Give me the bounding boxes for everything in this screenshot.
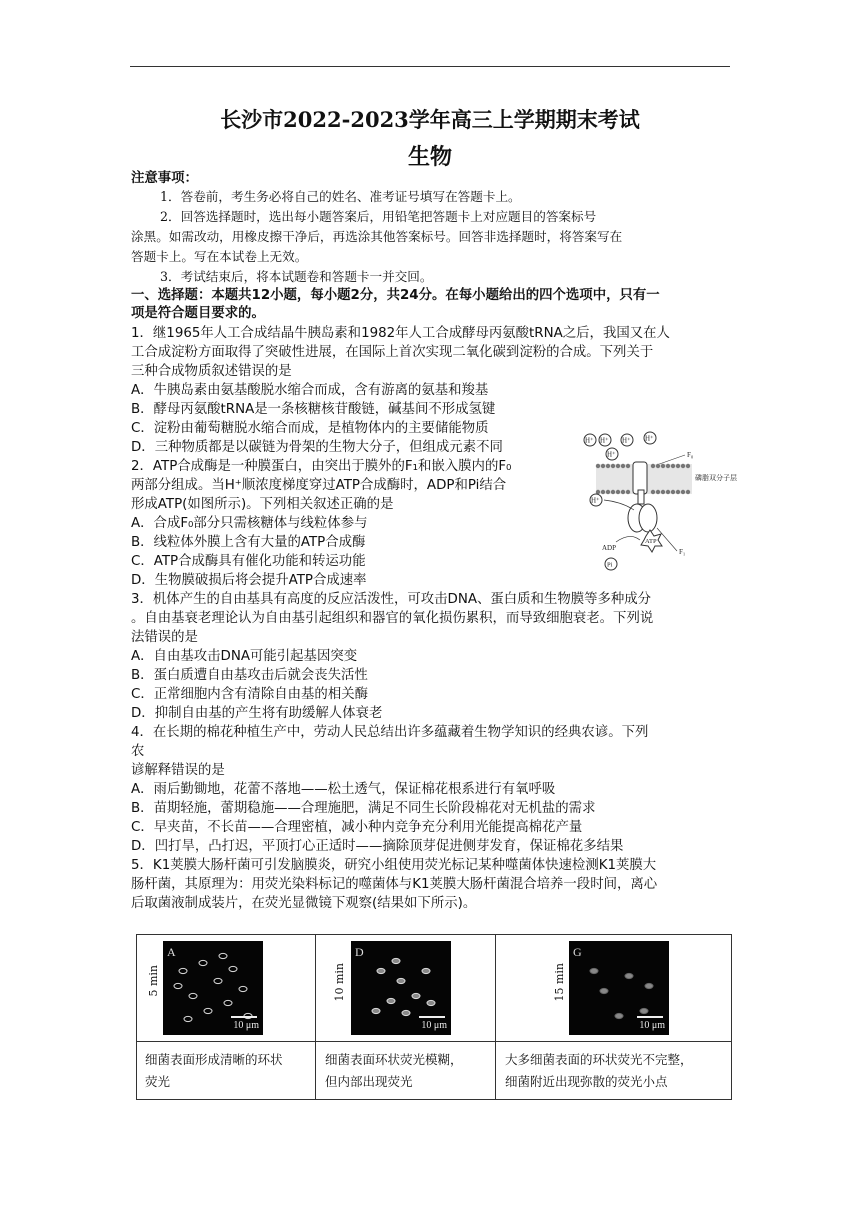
bacterium-mark — [427, 1000, 435, 1005]
bacterium-mark — [412, 993, 420, 998]
bacterium-mark — [174, 983, 182, 988]
question-line: C．淀粉由葡萄糖脱水缩合而成，是植物体内的主要储能物质 — [131, 421, 489, 436]
question-line: 5．K1荚膜大肠杆菌可引发脑膜炎，研究小组使用荧光标记某种噬菌体快速检测K1荚膜大 — [131, 858, 657, 873]
pi-label: Pi — [607, 561, 613, 569]
question-line: 1．继1965年人工合成结晶牛胰岛素和1982年人工合成酵母丙氨酸tRNA之后，我国又在人 — [131, 326, 670, 341]
section-heading: 一、选择题：本题共12小题，每小题2分，共24分。在每小题给出的四个选项中，只有一 — [131, 288, 660, 303]
question-line: C．ATP合成酶具有催化功能和转运功能 — [131, 554, 366, 569]
time-label: 5 min — [147, 965, 160, 997]
question-line: A．自由基攻击DNA可能引起基因突变 — [131, 649, 358, 664]
svg-text:H⁺: H⁺ — [622, 436, 631, 445]
section-heading: 项是符合题目要求的。 — [131, 306, 265, 321]
f0-label: F₀ — [687, 451, 694, 459]
bacterium-mark — [625, 973, 633, 978]
question-line: 。自由基衰老理论认为自由基引起组织和器官的氧化损伤累积，而导致细胞衰老。下列说 — [131, 611, 654, 626]
question-line: A．牛胰岛素由氨基酸脱水缩合而成，含有游离的氨基和羧基 — [131, 383, 489, 398]
bacterium-mark — [422, 968, 430, 973]
question-line: B．蛋白质遭自由基攻击后就会丧失活性 — [131, 668, 368, 683]
bacterium-mark — [402, 1010, 410, 1015]
svg-text:H⁺: H⁺ — [591, 496, 600, 505]
bacterium-mark — [204, 1008, 212, 1013]
atp-synthase-figure — [582, 432, 737, 578]
question-line: B．苗期轻施，蕾期稳施——合理施肥，满足不同生长阶段棉花对无机盐的需求 — [131, 801, 596, 816]
membrane-label: 磷脂双分子层 — [695, 474, 737, 482]
svg-text:H⁺: H⁺ — [645, 434, 654, 443]
bacterium-mark — [199, 960, 207, 965]
bacterium-mark — [377, 968, 385, 973]
notes-heading: 注意事项： — [131, 171, 198, 186]
question-line: D．凹打旱，凸打迟，平顶打心正适时——摘除顶芽促进侧芽发育，保证棉花多结果 — [131, 839, 624, 854]
question-line: B．酵母丙氨酸tRNA是一条核糖核苷酸链，碱基间不形成氢键 — [131, 402, 496, 417]
top-rule — [130, 66, 730, 67]
bacterium-mark — [219, 953, 227, 958]
question-line: C．正常细胞内含有清除自由基的相关酶 — [131, 687, 368, 702]
bacterium-mark — [387, 998, 395, 1003]
bacterium-mark — [397, 978, 405, 983]
bacterium-mark — [214, 978, 222, 983]
question-line: 法错误的是 — [131, 630, 198, 645]
atp-label: ATP — [645, 538, 657, 545]
svg-text:H⁺: H⁺ — [607, 450, 616, 459]
question-line: B．线粒体外膜上含有大量的ATP合成酶 — [131, 535, 366, 550]
question-line: 3．机体产生的自由基具有高度的反应活泼性，可攻击DNA、蛋白质和生物膜等多种成分 — [131, 592, 652, 607]
question-line: 4．在长期的棉花种植生产中，劳动人民总结出许多蕴藏着生物学知识的经典农谚。下列 — [131, 725, 649, 740]
question-line: 谚解释错误的是 — [131, 763, 225, 778]
question-line: 三种合成物质叙述错误的是 — [131, 364, 292, 379]
question-line: C．早夹苗，不长苗——合理密植，减小种内竞争充分利用光能提高棉花产量 — [131, 820, 583, 835]
bacterium-mark — [179, 968, 187, 973]
caption: 细菌表面环状荧光模糊， 但内部出现荧光 — [325, 1052, 463, 1089]
bacterium-mark — [239, 986, 247, 991]
caption: 大多细菌表面的环状荧光不完整， 细菌附近出现弥散的荧光小点 — [505, 1052, 693, 1089]
note-line: 答题卡上。写在本试卷上无效。 — [131, 249, 308, 264]
note-line: 涂黑。如需改动，用橡皮擦干净后，再选涂其他答案标号。回答非选择题时，将答案写在 — [131, 229, 623, 244]
question-line: A．合成F₀部分只需核糖体与线粒体参与 — [131, 516, 368, 531]
caption: 细菌表面形成清晰的环状 荧光 — [145, 1052, 283, 1089]
bacterium-mark — [372, 1008, 380, 1013]
note-line: 1．答卷前，考生务必将自己的姓名、准考证号填写在答题卡上。 — [160, 189, 521, 204]
f1-label: F₁ — [679, 548, 686, 556]
time-label: 15 min — [553, 963, 566, 1002]
bacterium-mark — [229, 966, 237, 971]
question-line: A．雨后勤锄地，花蕾不落地——松土透气，保证棉花根系进行有氧呼吸 — [131, 782, 556, 797]
subject-title: 生物 — [407, 145, 452, 170]
question-line: 后取菌液制成装片，在荧光显微镜下观察(结果如下所示)。 — [131, 896, 477, 911]
micrograph-table — [136, 934, 732, 1100]
adp-label: ADP — [602, 544, 617, 552]
micrograph-5min: A 10 μm — [163, 941, 263, 1035]
question-line: 形成ATP(如图所示)。下列相关叙述正确的是 — [131, 497, 394, 512]
table-divider — [137, 1041, 731, 1042]
bacterium-mark — [615, 1013, 623, 1018]
question-line: 农 — [131, 744, 145, 759]
svg-text:H⁺: H⁺ — [585, 436, 594, 445]
bacterium-mark — [600, 988, 608, 993]
question-line: 工合成淀粉方面取得了突破性进展，在国际上首次实现二氧化碳到淀粉的合成。下列关于 — [131, 345, 654, 360]
proton-icon — [584, 432, 656, 460]
question-line: 2．ATP合成酶是一种膜蛋白，由突出于膜外的F₁和嵌入膜内的F₀ — [131, 459, 512, 474]
bacterium-mark — [645, 983, 653, 988]
bacterium-mark — [590, 968, 598, 973]
question-line: D．抑制自由基的产生将有助缓解人体衰老 — [131, 706, 383, 721]
note-line: 3．考试结束后，将本试题卷和答题卡一并交回。 — [160, 269, 433, 284]
question-line: 两部分组成。当H⁺顺浓度梯度穿过ATP合成酶时，ADP和Pi结合 — [131, 478, 507, 493]
question-line: D．生物膜破损后将会提升ATP合成速率 — [131, 573, 367, 588]
micrograph-15min: G 10 μm — [569, 941, 669, 1035]
bacterium-mark — [640, 1008, 648, 1013]
svg-text:H⁺: H⁺ — [600, 436, 609, 445]
micrograph-10min: D 10 μm — [351, 941, 451, 1035]
question-line: 肠杆菌，其原理为：用荧光染料标记的噬菌体与K1荚膜大肠杆菌混合培养一段时间，离心 — [131, 877, 658, 892]
note-line: 2．回答选择题时，选出每小题答案后，用铅笔把答题卡上对应题目的答案标号 — [160, 209, 597, 224]
bacterium-mark — [224, 1000, 232, 1005]
question-line: D．三种物质都是以碳链为骨架的生物大分子，但组成元素不同 — [131, 440, 503, 455]
time-label: 10 min — [333, 963, 346, 1002]
bacterium-mark — [184, 1016, 192, 1021]
exam-title: 长沙市2022-2023学年高三上学期期末考试 — [220, 107, 640, 132]
bacterium-mark — [189, 993, 197, 998]
bacterium-mark — [392, 958, 400, 963]
